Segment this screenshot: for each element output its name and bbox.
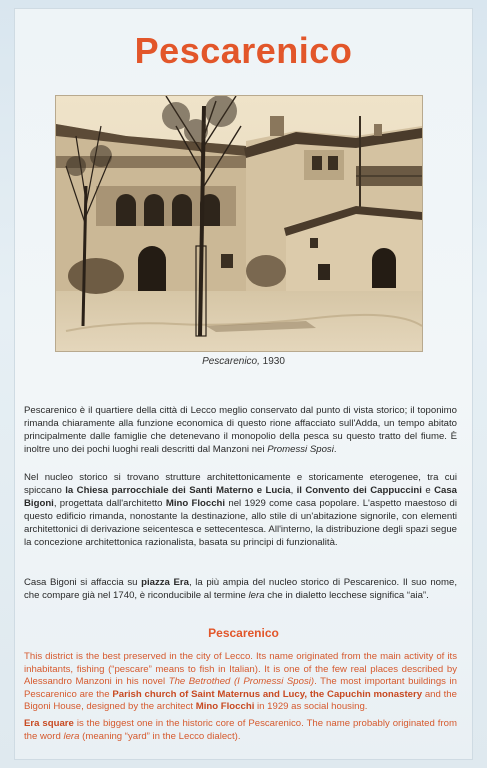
page-title: Pescarenico [134,30,353,71]
it-p2-casa: Casa Bigoni [24,485,457,509]
en-p1-text2: . The most important buildings in Pescarenico are the [24,676,457,700]
it-p2-church: la Chiesa parrocchiale dei Santi Materno e Lucia [65,485,291,496]
italian-paragraph-1 [24,404,457,456]
historic-photo [56,96,422,351]
italian-paragraph-3 [24,576,457,602]
en-p1-architect: Mino Flocchi [195,701,255,712]
italian-paragraph-2 [24,471,457,549]
en-p1-buildings: Parish church of Saint Maternus and Lucy, the Capuchin monastery [112,688,423,700]
it-p2-architect: Mino Flocchi [165,498,226,509]
it-p1-book-title: Promessi Sposi [267,444,334,455]
en-p2-text2: (meaning “yard” in the Lecco dialect). [79,730,241,742]
it-p1-text: Pescarenico è il quartiere della città di Lecco meglio conservato dal punto di vista storico; il toponimo rimanda chiaramente alla funzione economica di questo rione affacciato sull'Adda, un tempo abitato principalmente dalle famiglie che detenevano il monopolio della pesca su questo tratto del fiume. È inoltre uno dei pochi luoghi reali descritti dal Manzoni nei [24,405,457,455]
it-p2-text: Nel nucleo storico si trovano strutture architettonicamente e storicamente eterogenee, tra cui spiccano [24,472,457,496]
historic-photo-drawing [56,96,422,351]
it-p3-text: Casa Bigoni si affaccia su [24,577,142,588]
it-p2-sep1: , [290,485,297,496]
en-p2-term: lera [63,730,80,742]
english-paragraph-2 [24,718,457,743]
english-subtitle: Pescarenico [208,626,279,640]
caption-place: Pescarenico, [202,356,260,367]
photo-caption [0,356,487,367]
it-p2-text3: nel 1929 come casa popolare. L'aspetto maestoso di questo edificio rimanda, nonostante la destinazione, allo stile di un'abitazione signorile, con elementi architettonici di derivazione seicentesca e settecentesca. All'interno, la distribuzione degli spazi segue la concezione architettonica razionalista, basata su principi di funzionalità. [24,498,457,548]
it-p2-sep2: e [421,485,435,496]
en-p2-text: is the biggest one in the historic core of Pescarenico. The name probably originated from the word [24,718,457,742]
en-p1-book-title: The Betrothed (I Promessi Sposi) [168,676,315,687]
it-p3-text2: , la più ampia del nucleo storico di Pescarenico. Il suo nome, che compare già nel 1740, è riconducibile al termine [24,577,457,601]
it-p2-text2: , progettata dall'architetto [53,498,166,509]
english-paragraph-1 [24,651,457,714]
en-p1-text: This district is the best preserved in the city of Lecco. Its name originated from the main activity of its inhabitants, fishing (“pescare” means to fish in Italian). It is one of the few real places described by Alessandro Manzoni in his novel [24,651,457,687]
it-p3-text3: che in dialetto lecchese significa “aia”. [264,590,429,601]
en-p1-text3: and the Bigoni House, designed by the architect [24,688,457,712]
it-p3-term: lera [248,590,265,601]
en-p1-text4: in 1929 as social housing. [254,701,368,712]
en-p2-square: Era square [24,718,74,729]
it-p1-end: . [333,444,337,455]
it-p3-piazza: piazza Era [141,577,189,588]
caption-year: 1930 [259,356,285,367]
it-p2-convent: il Convento dei Cappuccini [296,485,422,496]
